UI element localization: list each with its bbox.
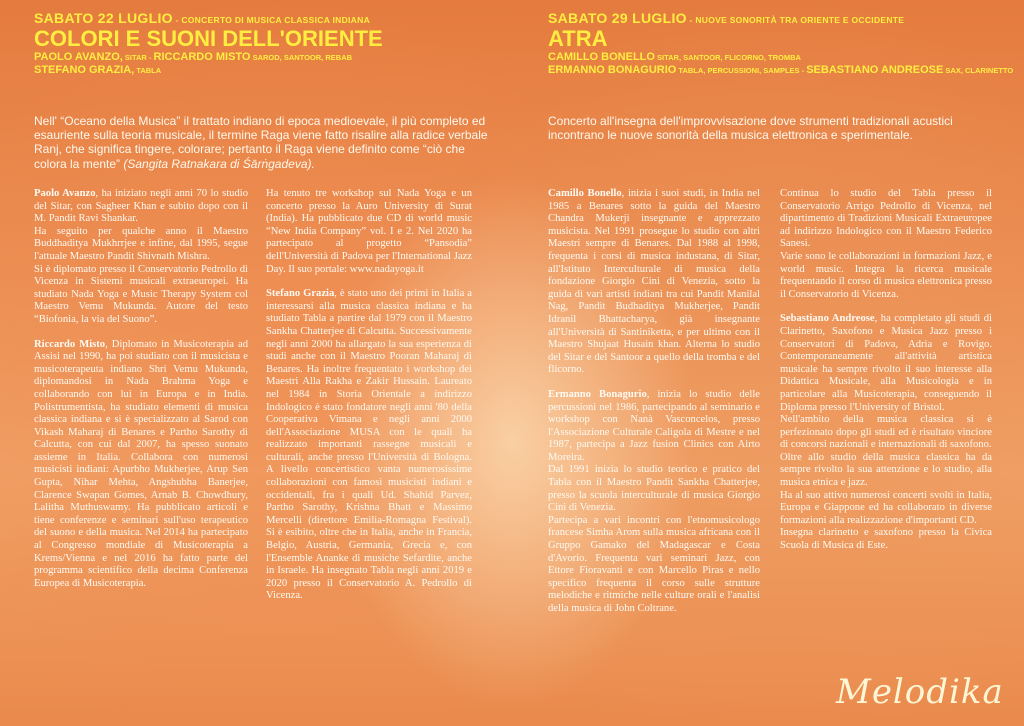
left-subtitle: - CONCERTO DI MUSICA CLASSICA INDIANA <box>172 15 371 25</box>
right-performers-line1: CAMILLO BONELLO SITAR, SANTOOR, FLICORNO, TROMBA <box>548 51 801 63</box>
column-1 <box>34 188 248 602</box>
bio-ermanno-bonagurio-cont: Continua lo studio del Tabla presso il Conservatorio Arrigo Pedrollo di Vicenza, nel dipartimento di Tradizioni Musicali Extraeuropee ad indirizzo Indologico con il Maestro Federico Sanesi. Varie sono le collaborazioni in formazioni Jazz, e world music. Integra la ricerca musicale frequentando il corso di musica elettronica presso il Conservatorio di Vicenza. <box>780 188 992 300</box>
bio-paolo-avanzo: Paolo Avanzo, ha iniziato negli anni 70 lo studio del Sitar, con Sagheer Khan e subito dopo con il M. Pandit Ravi Shankar. Ha seguito per qualche anno il Maestro Buddhaditya Mukhrrjee e infine, dal 1995, segue l'attuale Maestro Pandit Shivnath Mishra. Si è diplomato presso il Conservatorio Pedrollo di Vicenza in Sistemi musicali extraeuropei. Ha studiato Nada Yoga e Music Therapy System col Maestro Vemu Mukunda. Autore del testo “Biofonia, la via del Suono”. <box>34 188 248 325</box>
right-date: SABATO 29 LUGLIO - NUOVE SONORITÀ TRA ORIENTE E OCCIDENTE <box>548 10 905 26</box>
bio-stefano-grazia: Stefano Grazia, è stato uno dei primi in Italia a interessarsi alla musica classica indiana e ha studiato Tabla a partire dal 1979 con il Maestro Sankha Chatterjee di Calcutta. Successivamente negli anni 2000 ha allargato la sua esperienza di studi anche con il Maestro Pooran Maharaj di Benares. Ha inoltre frequentato i workshop dei Maestri Alla Rakha e Zakir Hussain. Laureato nel 1984 in Storia Orientale a indirizzo Indologico è stato fondatore negli anni '80 della Cooperativa Vimana e negli anni 2000 dell'Associazione MUSA con le quali ha realizzato importanti rassegne musicali e culturali, anche presso l'Università di Bologna. A livello concertistico vanta numerosissime collaborazioni con famosi musicisti indiani e occidentali, fra i quali Ud. Shahid Parvez, Partho Sarothy, Krishna Bhatt e Massimo Mercelli (direttore Emilia-Romagna Festival). Si è esibito, oltre che in Italia, anche in Francia, Belgio, Austria, Germania, Grecia e, con l'Ensemble Ananke di musiche Sefardite, anche in Israele. Ha insegnato Tabla negli anni 2019 e 2020 presso il Conservatorio A. Pedrollo di Vicenza. <box>266 288 472 602</box>
left-performers-line2: STEFANO GRAZIA, TABLA <box>34 64 162 76</box>
bio-riccardo-misto: Riccardo Misto, Diplomato in Musicoterapia ad Assisi nel 1990, ha poi studiato con il musicista e musicoterapeuta indiano Shri Vemu Mukunda, diplomandosi in Nada Brahma Yoga e collaborando con lui in Europa e in India. Polistrumentista, ha studiato elementi di musica classica indiana e si è specializzato al Sarod con Vikash Maharaj di Benares e Partho Sarothy di Calcutta, con cui dal 2007, ha spesso suonato assieme in Italia. Collabora con numerosi musicisti indiani: Apurbho Mukherjee, Arup Sen Gupta, Nihar Mehta, Angshubha Banerjee, Clarence Swapan Gomes, Arnab B. Chowdhury, Lalitha Muthuswamy. Ha pubblicato articoli e tiene conferenze e seminari sull'uso terapeutico del suono e della musica. Nel 2014 ha partecipato al Congresso mondiale di Musicoterapia a Krems/Vienna e nel 2016 ha fatto parte del programma scientifico della decima Conferenza Europea di Musicoterapia. <box>34 338 248 589</box>
left-title: COLORI E SUONI DELL'ORIENTE <box>34 26 383 51</box>
right-performers-line2: ERMANNO BONAGURIO TABLA, PERCUSSIONI, SAMPLES - SEBASTIANO ANDREOSE SAX, CLARINETTO <box>548 64 1014 76</box>
melodika-logo: Melodika <box>836 672 1004 712</box>
left-performers-line1: PAOLO AVANZO, SITAR - RICCARDO MISTO SAROD, SANTOOR, REBAB <box>34 51 353 63</box>
bio-riccardo-misto-cont: Ha tenuto tre workshop sul Nada Yoga e un concerto presso la Auro University di Surat (India). Ha pubblicato due CD di world music “New India Company” vol. I e 2. Nel 2020 ha partecipato al progetto “Pansodia” dell'Università di Padova per l'International Jazz Day. Il suo portale: www.nadayoga.it <box>266 188 472 275</box>
bio-sebastiano-andreose: Sebastiano Andreose, ha completato gli studi di Clarinetto, Saxofono e Musica Jazz presso i Conservatori di Padova, Adria e Rovigo. Contemporaneamente all'attività artistica musicale ha sempre rivolto il suo interesse alla Didattica Musicale, alla Musicologia e in particolare alla Musicoterapia, conseguendo il Diploma presso l'University of Bristol. Nell'ambito della musica classica si è perfezionato dopo gli studi ed è risultato vinciore di concorsi nazionali e internazionali di saxofono. Oltre allo studio della musica classica ha da sempre rivolto la sua attenzione e lo studio, alla musica etnica e jazz. Ha al suo attivo numerosi concerti svolti in Italia, Europa e Giappone ed ha collaborato in diverse formazioni alla realizzazione d'importanti CD. Insegna clarinetto e saxofono presso la Civica Scuola di Musica di Este. <box>780 313 993 552</box>
column-4 <box>780 188 992 565</box>
bio-camillo-bonello: Camillo Bonello, inizia i suoi studi, in India nel 1985 a Benares sotto la guida del Maestro Chandra Mukerji insegnante e apprezzato musicista. Nel 1991 prosegue lo studio con altri Maestri sempre di Benares. Dal 1988 al 1998, frequenta i corsi di musica industana, di Sitar, all'Istituto Interculturale di musica della fondazione Giorgio Cini di Venezia, sotto la guida di vari artisti indiani tra cui Pandit Manilal Nag, Pandit Budhaditya Mukherjee, Pandit Idranil Bhattacharya, già insegnante all'Università di Santiniketta, e per ultimo con il Maestro Shujaat Husain khan. Alterna lo studio del Sitar e del Santoor a quello della tromba e del flicorno. <box>548 188 761 376</box>
column-2 <box>266 188 472 615</box>
left-intro: Nell' “Oceano della Musica” il trattato indiano di epoca medioevale, il più completo ed esauriente sulla teoria musicale, il termine Raga viene fatto risalire alla radice verbale Ranj, che significa tingere, colorare; pertanto il Raga viene definito come “ciò che colora la mente” (Sangita Ratnakara di Śārṅgadeva). <box>34 114 488 171</box>
column-3 <box>548 188 760 628</box>
right-intro: Concerto all'insegna dell'improvvisazione dove strumenti tradizionali acustici incontrano le nuove sonorità della musica elettronica e sperimentale. <box>548 114 953 143</box>
bio-ermanno-bonagurio: Ermanno Bonagurio, inizia lo studio delle percussioni nel 1986, partecipando al seminario e workshop con Nanà Vasconcelos, presso l'Associazione Culturale Caligola di Mestre e nel 1987, partecipa a Jazz fusion Clinics con Airto Moreira. Dal 1991 inizia lo studio teorico e pratico del Tabla con il Maestro Pandit Sankha Chatterjee, presso la scuola interculturale di musica Giorgio Cini di Venezia. Partecipa a vari incontri con l'etnomusicologo francese Simha Arom sulla musica africana con il Gruppo Gamako del Madagascar e Costa d'Avorio. Frequenta vari seminari Jazz, con Ettore Fioravanti e con Marcello Piras e nello specifico frequenta il corso sulle strutture melodiche e ritmiche nelle culture orali e l'analisi della musica di John Coltrane. <box>548 388 760 614</box>
right-title: ATRA <box>548 26 608 51</box>
right-header <box>548 10 1024 77</box>
right-subtitle: - NUOVE SONORITÀ TRA ORIENTE E OCCIDENTE <box>686 15 905 25</box>
left-date: SABATO 22 LUGLIO - CONCERTO DI MUSICA CLASSICA INDIANA <box>34 10 371 26</box>
left-header <box>34 10 514 77</box>
left-intro-citation: (Sangita Ratnakara di Śārṅgadeva). <box>120 156 315 171</box>
